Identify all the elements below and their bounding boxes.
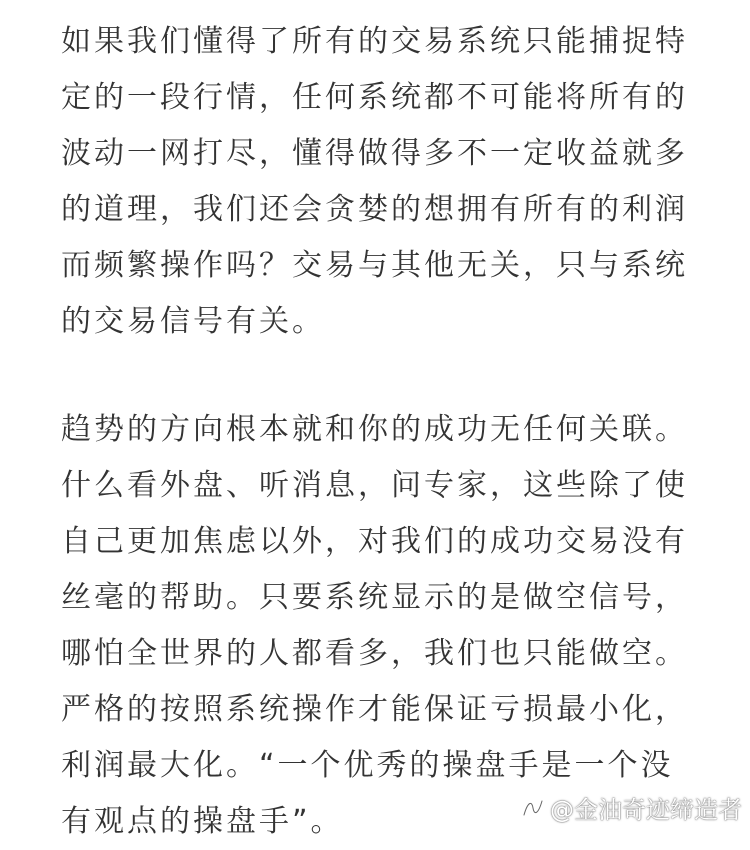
paragraph-1: [61, 14, 701, 350]
watermark-text: @金油奇迹缔造者: [550, 796, 742, 824]
text-line: 丝毫的帮助。只要系统显示的是做空信号，: [61, 580, 688, 615]
paragraph-2: [61, 402, 701, 850]
text-line: 严格的按照系统操作才能保证亏损最小化，: [61, 692, 688, 727]
article-body: [61, 14, 701, 850]
text-line: 定的一段行情，任何系统都不可能将所有的: [61, 80, 688, 115]
brand-logo-icon: [520, 795, 546, 821]
text-line: 哪怕全世界的人都看多，我们也只能做空。: [61, 636, 688, 671]
text-line: 的道理，我们还会贪婪的想拥有所有的利润: [61, 192, 688, 227]
paragraph-spacer: [61, 350, 701, 402]
text-line: 利润最大化。“一个优秀的操盘手是一个没: [61, 748, 674, 783]
text-line: 波动一网打尽，懂得做得多不一定收益就多: [61, 136, 688, 171]
text-line: 趋势的方向根本就和你的成功无任何关联。: [61, 412, 688, 447]
text-line: 而频繁操作吗？交易与其他无关，只与系统: [61, 248, 688, 283]
text-line: 什么看外盘、听消息，问专家，这些除了使: [61, 468, 688, 503]
text-line: 自己更加焦虑以外，对我们的成功交易没有: [61, 524, 688, 559]
text-line: 有观点的操盘手”。: [61, 804, 344, 839]
watermark: [520, 790, 742, 825]
text-line: 的交易信号有关。: [61, 304, 325, 339]
text-line: 如果我们懂得了所有的交易系统只能捕捉特: [61, 24, 688, 59]
